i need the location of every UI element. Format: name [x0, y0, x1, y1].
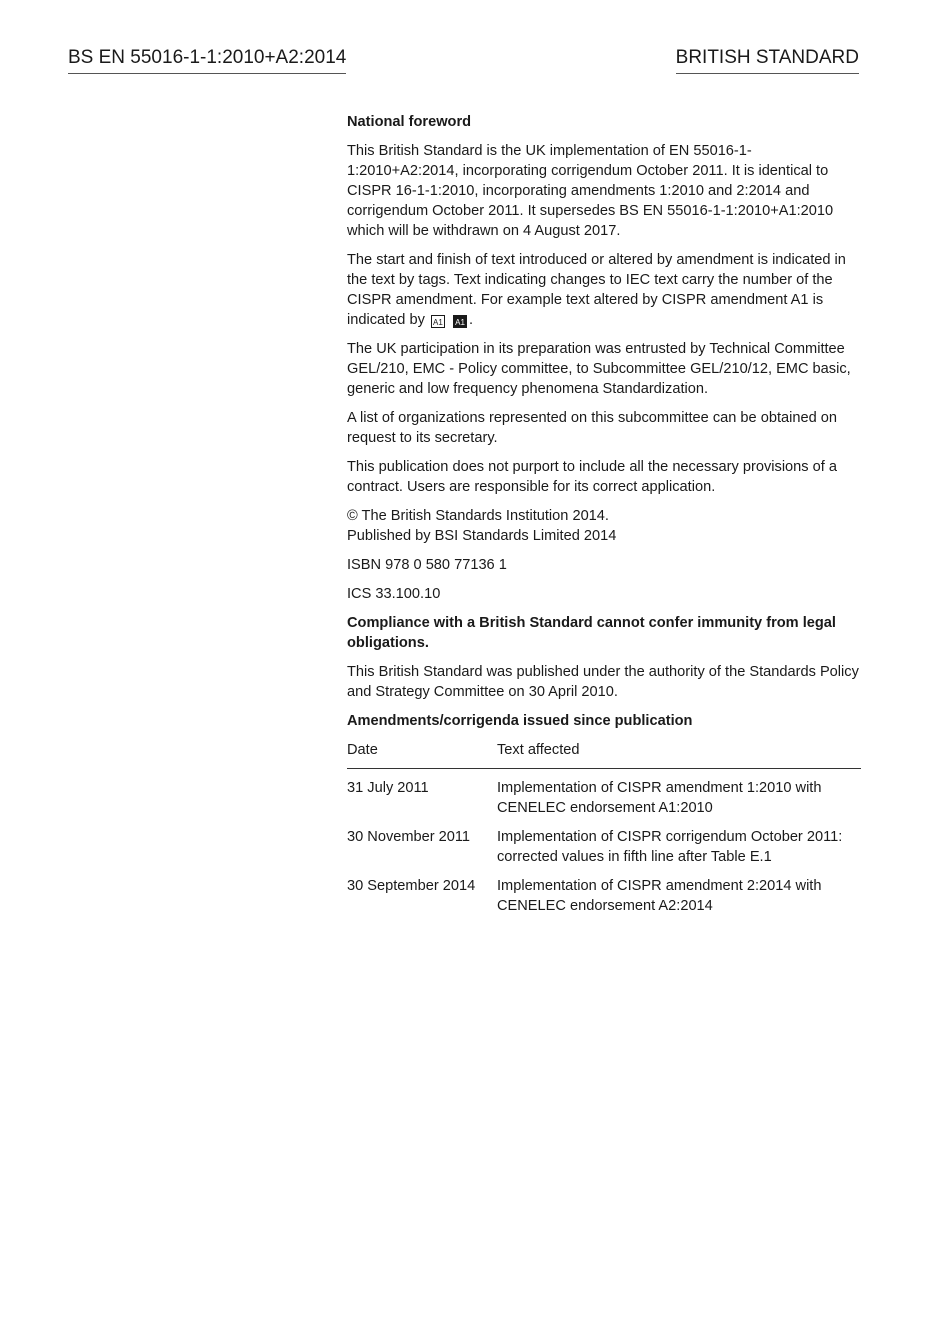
amendment-tag-paragraph: [347, 250, 861, 330]
copyright-block: [347, 506, 861, 546]
row-text: Implementation of CISPR amendment 2:2014 with CENELEC endorsement A2:2014: [497, 878, 822, 914]
foreword-title: National foreword: [347, 114, 472, 130]
table-row: [347, 769, 861, 828]
copyright-line: © The British Standards Institution 2014.: [347, 508, 609, 524]
row-date: 31 July 2011: [347, 780, 429, 796]
authority-statement: This British Standard was published under the authority of the Standards Policy and Strategy Committee on 30 April 2010.: [347, 664, 859, 700]
column-header-date: Date: [347, 740, 497, 769]
table-header-row: [347, 740, 861, 769]
table-row: [347, 876, 861, 925]
foreword-paragraph: The UK participation in its preparation was entrusted by Technical Committee GEL/210, EMC - Policy committee, to Subcommittee GEL/210/12, EMC basic, generic and low frequency phenomena Standardization.: [347, 341, 851, 397]
document-number: BS EN 55016-1-1:2010+A2:2014: [68, 46, 346, 74]
foreword-paragraph: This British Standard is the UK implementation of EN 55016-1-1:2010+A2:2014, incorporating corrigendum October 2011. It is identical to CISPR 16-1-1:2010, incorporating amendments 1:2010 and 2:2014 and corrigendum October 2011. It supersedes BS EN 55016-1-1:2010+A1:2010 which will be withdrawn on 4 August 2017.: [347, 143, 834, 239]
amendment-start-tag-icon: A1: [431, 315, 445, 328]
row-text: Implementation of CISPR corrigendum October 2011: corrected values in fifth line after Table E.1: [497, 829, 843, 865]
publisher-line: Published by BSI Standards Limited 2014: [347, 528, 617, 544]
amendment-end-tag-icon: A1: [453, 315, 467, 328]
table-row: [347, 827, 861, 876]
foreword-section: [347, 112, 861, 925]
row-date: 30 September 2014: [347, 878, 476, 894]
ics: ICS 33.100.10: [347, 586, 441, 602]
foreword-paragraph: This publication does not purport to include all the necessary provisions of a contract. Users are responsible for its correct application.: [347, 459, 837, 495]
amendments-title: Amendments/corrigenda issued since publication: [347, 713, 693, 729]
series-label: BRITISH STANDARD: [676, 46, 859, 74]
foreword-paragraph: A list of organizations represented on this subcommittee can be obtained on request to its secretary.: [347, 410, 838, 446]
row-date: 30 November 2011: [347, 829, 471, 845]
compliance-statement: Compliance with a British Standard cannot confer immunity from legal obligations.: [347, 615, 836, 651]
amendments-table: [347, 740, 861, 925]
column-header-text: Text affected: [497, 740, 861, 769]
row-text: Implementation of CISPR amendment 1:2010 with CENELEC endorsement A1:2010: [497, 780, 822, 816]
amendment-tag-text: The start and finish of text introduced or altered by amendment is indicated in the text by tags. Text indicating changes to IEC text carry the number of the CISPR amendment. For example text altered by CISPR amendment A1 is indicated by: [347, 252, 846, 328]
amendment-tag-period: .: [469, 312, 474, 328]
isbn: ISBN 978 0 580 77136 1: [347, 557, 507, 573]
